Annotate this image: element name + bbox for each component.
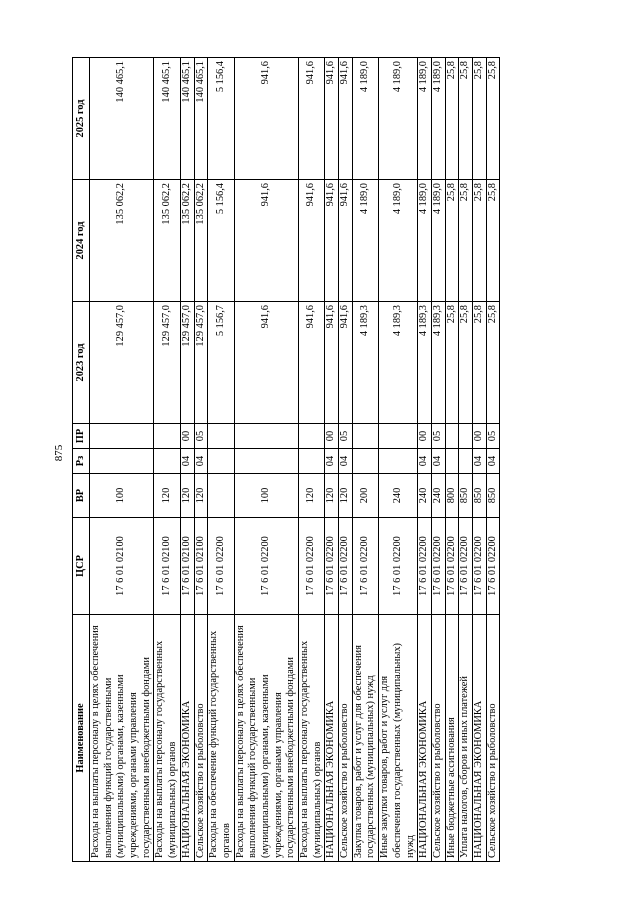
row-name: Расходы на выплаты персоналу государственных (муниципальных) органов xyxy=(154,615,180,862)
row-pr xyxy=(459,424,473,449)
row-pr xyxy=(234,424,298,449)
table-row xyxy=(486,58,500,862)
budget-table xyxy=(72,57,500,862)
row-rz: 04 xyxy=(339,449,353,474)
row-name: Сельское хозяйство и рыболовство xyxy=(339,615,353,862)
row-2025-value: 4 189,0 xyxy=(352,58,378,180)
row-rz: 04 xyxy=(472,449,486,474)
table-row xyxy=(325,58,339,862)
table-row xyxy=(445,58,459,862)
row-2024-value: 941,6 xyxy=(299,180,325,302)
row-name: Иные закупки товаров, работ и услуг для обеспечения государственных (муниципальных) нужд xyxy=(379,615,418,862)
row-2024-value: 135 062,2 xyxy=(154,180,180,302)
row-2025-value: 941,6 xyxy=(234,58,298,180)
row-csr: 17 6 01 02200 xyxy=(299,518,325,615)
row-csr: 17 6 01 02200 xyxy=(325,518,339,615)
row-name: Расходы на выплаты персоналу в целях обеспечения выполнения функций государственными (муниципальными) органами, казенными учреждениями, органами управления государственными внебюджетными фондами xyxy=(90,615,154,862)
row-rz xyxy=(299,449,325,474)
row-name: Уплата налогов, сборов и иных платежей xyxy=(459,615,473,862)
row-vr: 200 xyxy=(352,474,378,518)
table-row xyxy=(339,58,353,862)
table-row xyxy=(459,58,473,862)
row-pr xyxy=(208,424,234,449)
table-row xyxy=(352,58,378,862)
row-2023-value: 129 457,0 xyxy=(154,302,180,424)
row-2023-value: 25,8 xyxy=(472,302,486,424)
row-pr xyxy=(90,424,154,449)
row-2024-value: 25,8 xyxy=(445,180,459,302)
row-pr: 05 xyxy=(194,424,208,449)
header-pr: ПР xyxy=(73,424,90,449)
row-pr: 05 xyxy=(486,424,500,449)
row-rz: 04 xyxy=(418,449,432,474)
row-rz: 04 xyxy=(180,449,194,474)
row-rz: 04 xyxy=(194,449,208,474)
row-2023-value: 5 156,7 xyxy=(208,302,234,424)
row-rz: 04 xyxy=(325,449,339,474)
row-vr: 240 xyxy=(418,474,432,518)
row-pr xyxy=(445,424,459,449)
row-vr: 120 xyxy=(325,474,339,518)
header-vr: ВР xyxy=(73,474,90,518)
table-row xyxy=(180,58,194,862)
row-vr: 850 xyxy=(459,474,473,518)
row-vr: 120 xyxy=(154,474,180,518)
table-row xyxy=(208,58,234,862)
row-vr xyxy=(208,474,234,518)
table-row xyxy=(299,58,325,862)
row-name: Сельское хозяйство и рыболовство xyxy=(486,615,500,862)
row-2025-value: 140 465,1 xyxy=(90,58,154,180)
row-csr: 17 6 01 02200 xyxy=(234,518,298,615)
row-2025-value: 140 465,1 xyxy=(194,58,208,180)
row-vr: 120 xyxy=(194,474,208,518)
row-rz xyxy=(90,449,154,474)
row-2023-value: 4 189,3 xyxy=(431,302,445,424)
row-2023-value: 25,8 xyxy=(459,302,473,424)
row-name: НАЦИОНАЛЬНАЯ ЭКОНОМИКА xyxy=(472,615,486,862)
row-2024-value: 4 189,0 xyxy=(352,180,378,302)
row-vr: 850 xyxy=(472,474,486,518)
budget-table-sheet xyxy=(72,58,572,862)
row-2023-value: 941,6 xyxy=(325,302,339,424)
row-name: Сельское хозяйство и рыболовство xyxy=(431,615,445,862)
row-csr: 17 6 01 02200 xyxy=(339,518,353,615)
row-2023-value: 25,8 xyxy=(486,302,500,424)
row-csr: 17 6 01 02200 xyxy=(431,518,445,615)
table-row xyxy=(418,58,432,862)
row-vr: 120 xyxy=(299,474,325,518)
row-2025-value: 941,6 xyxy=(299,58,325,180)
row-2024-value: 4 189,0 xyxy=(418,180,432,302)
row-2025-value: 4 189,0 xyxy=(418,58,432,180)
row-csr: 17 6 01 02200 xyxy=(486,518,500,615)
row-pr: 05 xyxy=(339,424,353,449)
row-pr: 05 xyxy=(431,424,445,449)
row-rz xyxy=(154,449,180,474)
row-csr: 17 6 01 02100 xyxy=(180,518,194,615)
row-2023-value: 941,6 xyxy=(234,302,298,424)
row-name: НАЦИОНАЛЬНАЯ ЭКОНОМИКА xyxy=(418,615,432,862)
row-pr xyxy=(299,424,325,449)
row-2025-value: 25,8 xyxy=(445,58,459,180)
table-row xyxy=(234,58,298,862)
row-csr: 17 6 01 02100 xyxy=(154,518,180,615)
row-csr: 17 6 01 02100 xyxy=(90,518,154,615)
row-2025-value: 4 189,0 xyxy=(379,58,418,180)
row-2025-value: 941,6 xyxy=(325,58,339,180)
row-name: НАЦИОНАЛЬНАЯ ЭКОНОМИКА xyxy=(180,615,194,862)
row-rz xyxy=(445,449,459,474)
row-pr xyxy=(154,424,180,449)
row-vr: 240 xyxy=(431,474,445,518)
page-number: 875 xyxy=(53,444,65,462)
row-csr: 17 6 01 02200 xyxy=(472,518,486,615)
row-csr: 17 6 01 02100 xyxy=(194,518,208,615)
row-vr: 120 xyxy=(339,474,353,518)
row-2023-value: 129 457,0 xyxy=(194,302,208,424)
header-2023: 2023 год xyxy=(73,302,90,424)
row-name: Расходы на обеспечение функций государственных органов xyxy=(208,615,234,862)
row-2024-value: 4 189,0 xyxy=(379,180,418,302)
row-name: НАЦИОНАЛЬНАЯ ЭКОНОМИКА xyxy=(325,615,339,862)
row-csr: 17 6 01 02200 xyxy=(208,518,234,615)
row-rz xyxy=(234,449,298,474)
row-pr: 00 xyxy=(180,424,194,449)
row-2025-value: 941,6 xyxy=(339,58,353,180)
row-name: Закупка товаров, работ и услуг для обеспечения государственных (муниципальных) нужд xyxy=(352,615,378,862)
row-rz xyxy=(352,449,378,474)
row-vr: 100 xyxy=(234,474,298,518)
row-rz xyxy=(459,449,473,474)
row-2023-value: 129 457,0 xyxy=(90,302,154,424)
table-row xyxy=(379,58,418,862)
row-2025-value: 5 156,4 xyxy=(208,58,234,180)
row-vr: 850 xyxy=(486,474,500,518)
row-name: Расходы на выплаты персоналу в целях обеспечения выполнения функций государственными (муниципальными) органами, казенными учреждениями, органами управления государственными внебюджетными фондами xyxy=(234,615,298,862)
row-2024-value: 135 062,2 xyxy=(194,180,208,302)
row-csr: 17 6 01 02200 xyxy=(445,518,459,615)
row-pr xyxy=(379,424,418,449)
row-name: Расходы на выплаты персоналу государственных (муниципальных) органов xyxy=(299,615,325,862)
table-row xyxy=(194,58,208,862)
row-2025-value: 140 465,1 xyxy=(180,58,194,180)
row-csr: 17 6 01 02200 xyxy=(459,518,473,615)
row-2023-value: 4 189,3 xyxy=(352,302,378,424)
row-rz: 04 xyxy=(486,449,500,474)
table-header-row xyxy=(73,58,90,862)
row-2024-value: 4 189,0 xyxy=(431,180,445,302)
row-pr: 00 xyxy=(472,424,486,449)
header-2024: 2024 год xyxy=(73,180,90,302)
row-2024-value: 941,6 xyxy=(325,180,339,302)
row-vr: 100 xyxy=(90,474,154,518)
table-row xyxy=(431,58,445,862)
row-2024-value: 135 062,2 xyxy=(90,180,154,302)
row-vr: 120 xyxy=(180,474,194,518)
row-2024-value: 135 062,2 xyxy=(180,180,194,302)
row-vr: 240 xyxy=(379,474,418,518)
header-name: Наименование xyxy=(73,615,90,862)
row-2023-value: 25,8 xyxy=(445,302,459,424)
row-pr: 00 xyxy=(325,424,339,449)
row-2023-value: 129 457,0 xyxy=(180,302,194,424)
row-2024-value: 25,8 xyxy=(459,180,473,302)
row-name: Иные бюджетные ассигнования xyxy=(445,615,459,862)
header-2025: 2025 год xyxy=(73,58,90,180)
row-name: Сельское хозяйство и рыболовство xyxy=(194,615,208,862)
row-csr: 17 6 01 02200 xyxy=(418,518,432,615)
row-2025-value: 25,8 xyxy=(472,58,486,180)
row-2024-value: 941,6 xyxy=(339,180,353,302)
row-2023-value: 4 189,3 xyxy=(418,302,432,424)
row-2023-value: 4 189,3 xyxy=(379,302,418,424)
row-2024-value: 25,8 xyxy=(486,180,500,302)
row-csr: 17 6 01 02200 xyxy=(379,518,418,615)
row-2023-value: 941,6 xyxy=(339,302,353,424)
row-2025-value: 4 189,0 xyxy=(431,58,445,180)
row-2025-value: 25,8 xyxy=(459,58,473,180)
row-2023-value: 941,6 xyxy=(299,302,325,424)
table-row xyxy=(154,58,180,862)
header-rz: Рз xyxy=(73,449,90,474)
row-2024-value: 25,8 xyxy=(472,180,486,302)
row-rz: 04 xyxy=(431,449,445,474)
row-pr: 00 xyxy=(418,424,432,449)
row-vr: 800 xyxy=(445,474,459,518)
row-pr xyxy=(352,424,378,449)
table-row xyxy=(472,58,486,862)
row-rz xyxy=(379,449,418,474)
row-2024-value: 941,6 xyxy=(234,180,298,302)
row-csr: 17 6 01 02200 xyxy=(352,518,378,615)
row-2024-value: 5 156,4 xyxy=(208,180,234,302)
row-2025-value: 140 465,1 xyxy=(154,58,180,180)
row-rz xyxy=(208,449,234,474)
header-csr: ЦСР xyxy=(73,518,90,615)
row-2025-value: 25,8 xyxy=(486,58,500,180)
table-row xyxy=(90,58,154,862)
